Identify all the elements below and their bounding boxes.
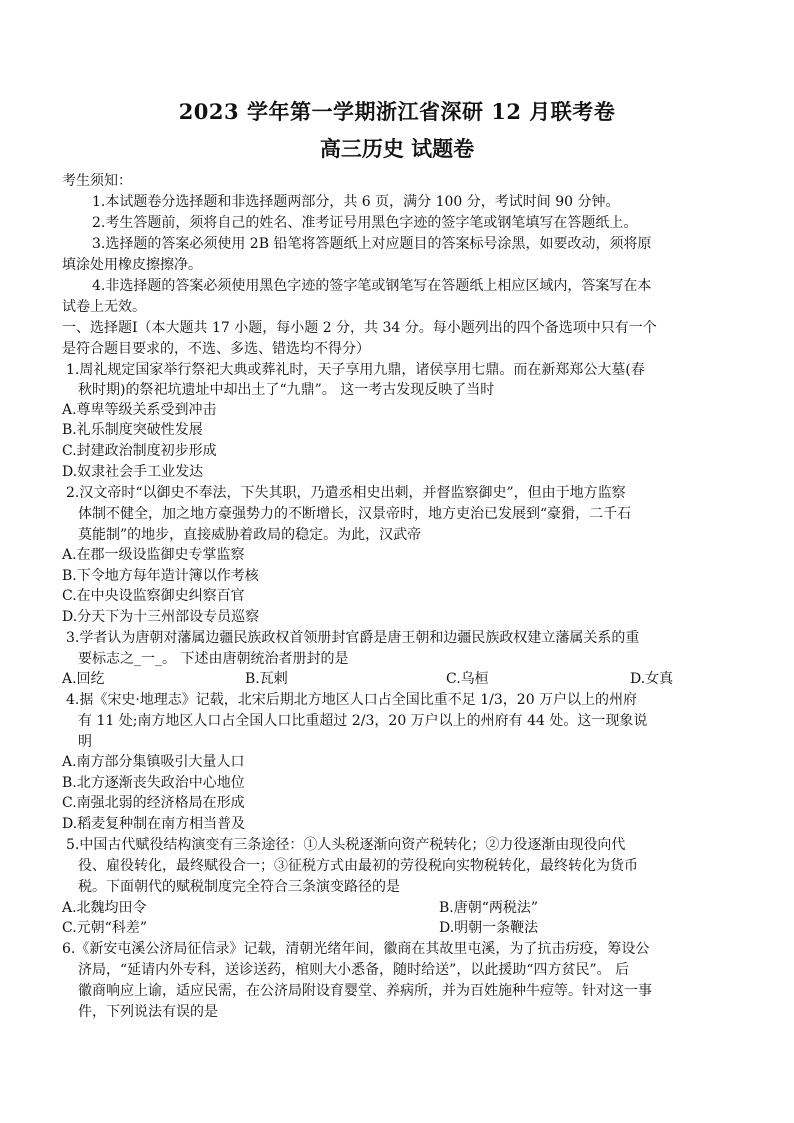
question-4-stem: 有 11 处;南方地区人口占全国人口比重超过 2/3，20 万户以上的州府有 44 处。这一现象说 — [78, 713, 648, 729]
question-2-stem: 体制不健全，加之地方豪强势力的不断增长，汉景帝时，地方吏治已发展到“豪猾，二千石 — [78, 506, 632, 522]
question-5-stem: 役、雇役转化，最终赋役合一；③征税方式由最初的劳役税向实物税转化，最终转化为货币 — [78, 858, 638, 874]
question-6-stem: 件，下列说法有误的是 — [78, 1004, 218, 1020]
notice-item: 1.本试题卷分选择题和非选择题两部分，共 6 页，满分 100 分，考试时间 90 分钟。 — [92, 194, 620, 210]
question-5-stem: 税。下面朝代的赋税制度完全符合三条演变路径的是 — [78, 879, 400, 895]
question-2-option-b[interactable]: B.下令地方每年造计簿以作考核 — [62, 568, 259, 584]
section-header-continued: 是符合题目要求的，不选、多选、错选均不得分） — [62, 341, 370, 357]
question-4-stem: 明 — [78, 734, 92, 750]
question-4-option-a[interactable]: A.南方部分集镇吸引大量人口 — [62, 754, 245, 770]
question-1-stem: 秋时期)的祭祀坑遗址中却出土了“九鼎”。 这一考古发现反映了当时 — [78, 382, 495, 398]
question-5-option-c[interactable]: C.元朝“科差” — [62, 920, 147, 936]
question-1-option-c[interactable]: C.封建政治制度初步形成 — [62, 443, 217, 459]
question-3-option-a[interactable]: A.回纥 — [62, 671, 105, 687]
question-4-option-c[interactable]: C.南强北弱的经济格局在形成 — [62, 795, 245, 811]
question-6-stem: 6.《新安屯溪公济局征信录》记载，清朝光绪年间，徽商在其故里屯溪，为了抗击疠疫，筹设公 — [62, 941, 650, 957]
notice-heading: 考生须知： — [62, 173, 132, 189]
question-6-stem: 济局，“延请内外专科，送诊送药，棺则大小悉备，随时给送”，以此援助“四方贫民”。 后 — [78, 962, 630, 978]
question-5-option-d[interactable]: D.明朝一条鞭法 — [439, 920, 539, 936]
question-2-stem: 莫能制”的地步，直接威胁着政局的稳定。为此，汉武帝 — [78, 527, 422, 543]
question-1-option-d[interactable]: D.奴隶社会手工业发达 — [62, 464, 204, 480]
notice-item: 4.非选择题的答案必须使用黑色字迹的签字笔或钢笔写在答题纸上相应区域内，答案写在本 — [92, 278, 652, 294]
notice-item: 3.选择题的答案必须使用 2B 铅笔将答题纸上对应题目的答案标号涂黑，如要改动，须将原 — [92, 236, 652, 252]
question-5-stem: 5.中国古代赋役结构演变有三条途径：①人头税逐渐向资产税转化；②力役逐渐由现役向代 — [66, 837, 626, 853]
question-1-option-b[interactable]: B.礼乐制度突破性发展 — [62, 422, 203, 438]
question-4-stem: 4.据《宋史·地理志》记载，北宋后期北方地区人口占全国比重不足 1/3，20 万户以上的州府 — [66, 692, 638, 708]
question-3-option-b[interactable]: B.瓦剌 — [245, 671, 288, 687]
question-1-stem: 1.周礼规定国家举行祭祀大典或葬礼时，天子享用九鼎，诸侯享用七鼎。而在新郑郑公大墓(春 — [66, 362, 645, 378]
notice-item: 2.考生答题前，须将自己的姓名、准考证号用黑色字迹的签字笔或钢笔填写在答题纸上。 — [92, 215, 638, 231]
exam-title: 2023 学年第一学期浙江省深研 12 月联考卷 — [178, 99, 616, 124]
notice-item-continued: 填涂处用橡皮擦擦净。 — [62, 257, 202, 273]
exam-subtitle: 高三历史 试题卷 — [319, 136, 475, 161]
question-2-stem: 2.汉文帝时“以御史不奉法，下失其职，乃遣丞相史出刺，并督监察御史”，但由于地方监察 — [66, 485, 626, 501]
question-4-option-b[interactable]: B.北方逐渐丧失政治中心地位 — [62, 775, 245, 791]
question-3-option-d[interactable]: D.女真 — [630, 671, 674, 687]
question-2-option-a[interactable]: A.在郡一级设监御史专掌监察 — [62, 547, 245, 563]
question-3-stem: 要标志之_一_。 下述由唐朝统治者册封的是 — [78, 651, 349, 667]
question-4-option-d[interactable]: D.稻麦复种制在南方相当普及 — [62, 816, 246, 832]
question-3-stem: 3.学者认为唐朝对藩属边疆民族政权首领册封官爵是唐王朝和边疆民族政权建立藩属关系的重 — [66, 630, 640, 646]
question-3-option-c[interactable]: C.乌桓 — [446, 671, 489, 687]
question-5-option-b[interactable]: B.唐朝“两税法” — [439, 900, 539, 916]
question-6-stem: 徽商响应上谕，适应民需，在公济局附设育婴堂、养病所，并为百姓施种牛痘等。针对这一事 — [78, 983, 652, 999]
section-header: 一、选择题Ⅰ（本大题共 17 小题，每小题 2 分，共 34 分。每小题列出的四个备选项中只有一个 — [62, 320, 657, 336]
notice-item-continued: 试卷上无效。 — [62, 299, 146, 315]
question-2-option-c[interactable]: C.在中央设监察御史纠察百官 — [62, 588, 245, 604]
question-2-option-d[interactable]: D.分天下为十三州部设专员巡察 — [62, 609, 260, 625]
question-5-option-a[interactable]: A.北魏均田令 — [62, 900, 147, 916]
question-1-option-a[interactable]: A.尊卑等级关系受到冲击 — [62, 402, 217, 418]
